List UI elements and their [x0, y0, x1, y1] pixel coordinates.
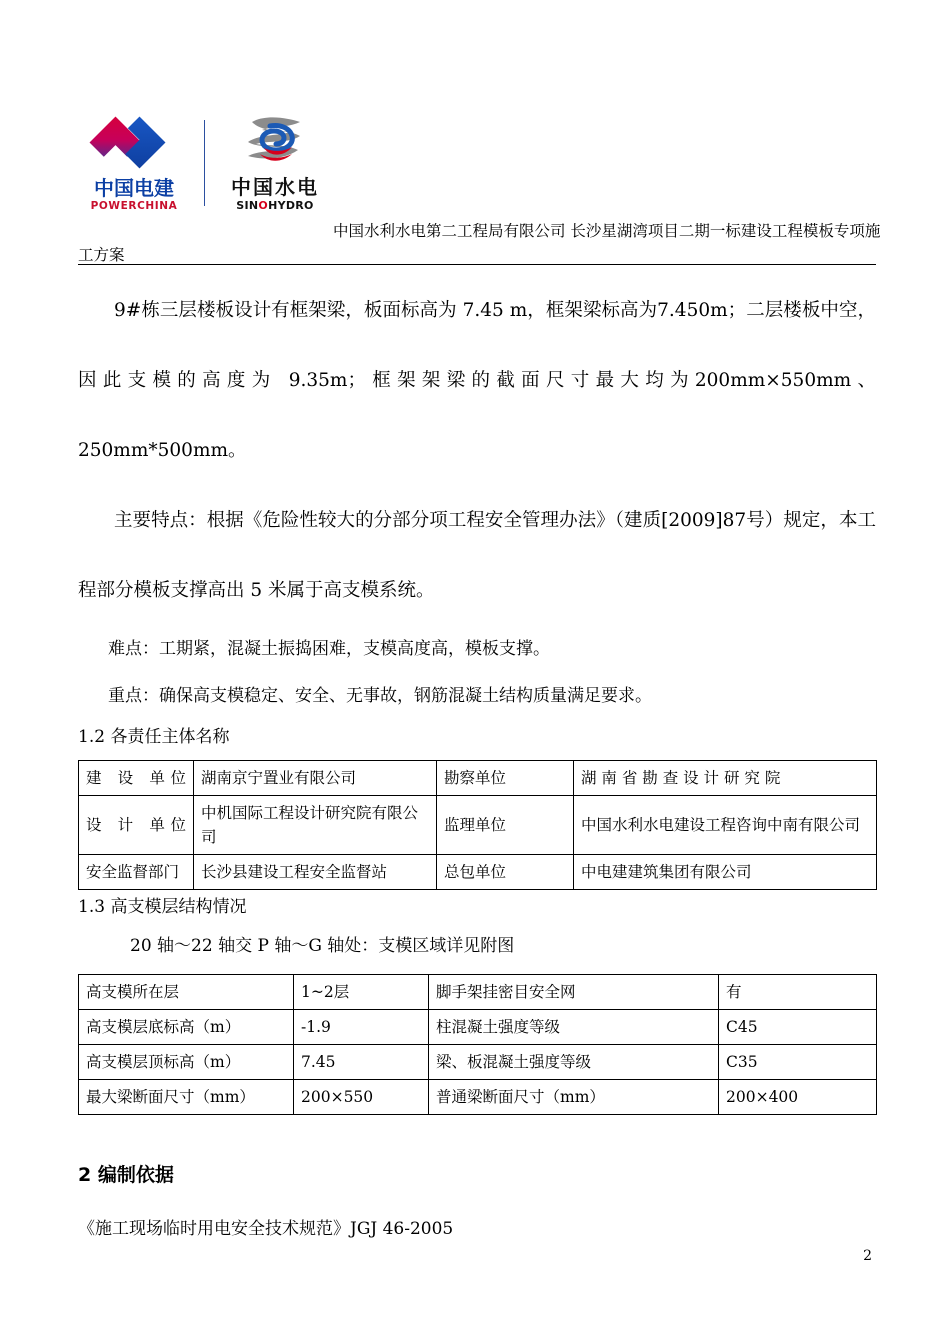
section-2-title: 2 编制依据	[78, 1164, 174, 1186]
cell-label: 设 计 单位	[79, 796, 194, 855]
document-body	[78, 276, 876, 1251]
cell-value: -1.9	[294, 1010, 429, 1045]
cell-label: 最大梁断面尺寸（mm）	[79, 1080, 294, 1115]
sinohydro-logo-cn: 中国水电	[231, 175, 319, 199]
cell-value: 7.45	[294, 1045, 429, 1080]
table-responsible-parties	[78, 760, 877, 890]
page-number: 2	[863, 1248, 872, 1264]
powerchina-logo-en: POWERCHINA	[90, 200, 178, 212]
paragraph-key-points: 重点：确保高支模稳定、安全、无事故，钢筋混凝土结构质量满足要求。	[108, 686, 652, 706]
cell-value: C35	[719, 1045, 877, 1080]
table-row	[79, 761, 877, 796]
cell-label: 普通梁断面尺寸（mm）	[429, 1080, 719, 1115]
table-row	[79, 796, 877, 855]
cell-label: 梁、板混凝土强度等级	[429, 1045, 719, 1080]
table-row	[79, 1045, 877, 1080]
cell-value: 有	[719, 975, 877, 1010]
header-title-line2: 工方案	[78, 246, 125, 264]
header-title-line1: 中国水利水电第二工程局有限公司 长沙星湖湾项目二期一标建设工程模板专项施	[333, 222, 881, 240]
cell-label: 建 设 单位	[79, 761, 194, 796]
cell-value: 200×400	[719, 1080, 877, 1115]
logo-divider	[204, 120, 205, 206]
cell-value: 中国水利水电建设工程咨询中南有限公司	[574, 796, 877, 855]
sinohydro-logo	[219, 112, 331, 212]
cell-value: 中电建建筑集团有限公司	[574, 855, 877, 890]
cell-value: C45	[719, 1010, 877, 1045]
table-row	[79, 1010, 877, 1045]
cell-label: 高支模所在层	[79, 975, 294, 1010]
table-row	[79, 855, 877, 890]
header-logo-row	[78, 112, 876, 212]
section-1-3-title: 1.3 高支模层结构情况	[78, 897, 247, 917]
cell-value: 湖 南 省 勘 查 设 计 研 究 院	[574, 761, 877, 796]
cell-label: 勘察单位	[437, 761, 574, 796]
cell-label: 柱混凝土强度等级	[429, 1010, 719, 1045]
header-rule	[78, 264, 876, 265]
cell-value: 1~2层	[294, 975, 429, 1010]
cell-value: 湖南京宁置业有限公司	[194, 761, 437, 796]
cell-value: 中机国际工程设计研究院有限公司	[194, 796, 437, 855]
cell-value: 200×550	[294, 1080, 429, 1115]
section-2-item-1: 《施工现场临时用电安全技术规范》JGJ 46-2005	[78, 1219, 454, 1239]
table-structure-info	[78, 974, 877, 1115]
table-row	[79, 1080, 877, 1115]
powerchina-logo	[78, 113, 190, 212]
powerchina-diamond-icon	[95, 113, 173, 175]
cell-label: 总包单位	[437, 855, 574, 890]
sinohydro-s-icon	[236, 112, 314, 174]
document-header	[78, 112, 876, 212]
table-row	[79, 975, 877, 1010]
cell-label: 脚手架挂密目安全网	[429, 975, 719, 1010]
cell-label: 高支模层底标高（m）	[79, 1010, 294, 1045]
cell-label: 高支模层顶标高（m）	[79, 1045, 294, 1080]
section-1-2-title: 1.2 各责任主体名称	[78, 727, 230, 747]
cell-label: 监理单位	[437, 796, 574, 855]
cell-label: 安全监督部门	[79, 855, 194, 890]
sinohydro-logo-en: SINOHYDRO	[236, 199, 314, 212]
powerchina-logo-cn: 中国电建	[94, 176, 174, 200]
paragraph-main-features: 主要特点：根据《危险性较大的分部分项工程安全管理办法》（建质[2009]87号）规定，本工程部分模板支撑高出 5 米属于高支模系统。	[78, 510, 876, 601]
section-1-3-note: 20 轴～22 轴交 P 轴～G 轴处：支模区域详见附图	[130, 936, 515, 956]
paragraph-structure-description: 9#栋三层楼板设计有框架梁，板面标高为 7.45 m，框架梁标高为7.450m；二层楼板中空，因此支模的高度为 9.35m；框架架梁的截面尺寸最大均为200mm×550mm、250mm*500mm。	[78, 300, 876, 461]
cell-value: 长沙县建设工程安全监督站	[194, 855, 437, 890]
paragraph-difficulties: 难点：工期紧，混凝土振捣困难，支模高度高，模板支撑。	[108, 639, 550, 659]
